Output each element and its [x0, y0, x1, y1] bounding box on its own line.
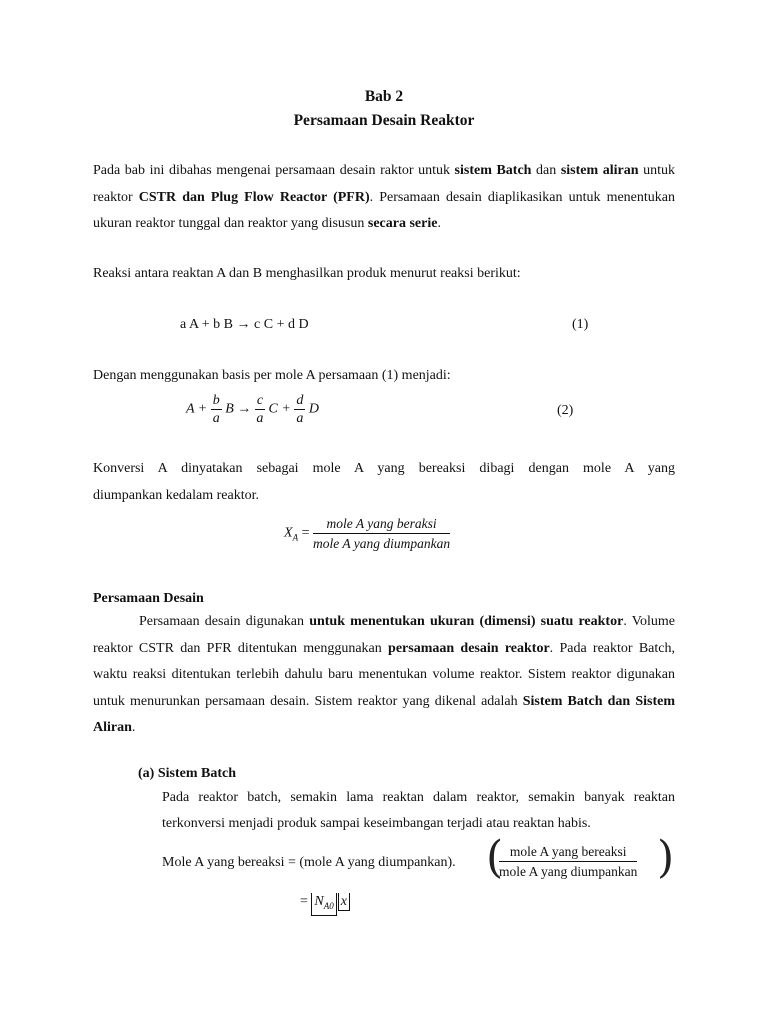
conversion-text-line1: Konversi A dinyatakan sebagai mole A yang bereaksi dibagi dengan mole A yang [93, 461, 675, 476]
design-paragraph: Persamaan desain digunakan untuk menentukan ukuran (dimensi) suatu reaktor. Volume reaktor CSTR dan PFR ditentukan menggunakan persamaan desain reaktor. Pada reaktor Batch, waktu reaksi ditentukan terlebih dahulu baru menentukan volume reaktor. Sistem reaktor digunakan untuk menurunkan persamaan desain. Sistem reaktor yang dikenal adalah Sistem Batch dan Sistem Aliran. [93, 614, 676, 735]
equation-1-number: (1) [572, 317, 589, 332]
equation-2-number: (2) [557, 403, 574, 418]
batch-text-line2: terkonversi menjadi produk sampai keseimbangan terjadi atau reaktan habis. [162, 816, 591, 831]
right-paren-icon: ) [657, 832, 675, 883]
equation-3: $X_A$ = $\frac{\text{mole A yang beraksi}}{\text{mole A yang diumpankan}}$ [284, 516, 451, 551]
x-bracket: x [338, 893, 350, 911]
left-paren-icon: ( [486, 832, 504, 883]
basis-text: Dengan menggunakan basis per mole A persamaan (1) menjadi: [93, 368, 451, 383]
conversion-text-line2: diumpankan kedalam reaktor. [93, 488, 259, 503]
batch-text-line1: Pada reaktor batch, semakin lama reaktan dalam reaktor, semakin banyak reaktan [162, 790, 675, 805]
intro-paragraph: Pada bab ini dibahas mengenai persamaan desain raktor untuk sistem Batch dan sistem aliran untuk reaktor CSTR dan Plug Flow Reactor (PFR). Persamaan desain diaplikasikan untuk menentukan ukuran reaktor tunggal dan reaktor yang disusun secara serie. [93, 163, 675, 231]
chapter-number: Bab 2 [364, 88, 404, 105]
fraction-d-over-a: $\frac{d}{a}$ [296, 393, 304, 426]
n-a0-bracket: $N_{A0}$ [311, 893, 336, 916]
batch-equation-lhs: Mole A yang bereaksi = (mole A yang diumpankan). [162, 855, 456, 870]
conversion-fraction: $\frac{\text{mole A yang beraksi}}{\text{mole A yang diumpankan}}$ [312, 516, 451, 551]
batch-section-heading: (a) Sistem Batch [138, 766, 236, 781]
reaction-intro-text: Reaksi antara reaktan A dan B menghasilkan produk menurut reaksi berikut: [93, 266, 521, 281]
chapter-title: Persamaan Desain Reaktor [293, 112, 475, 129]
equation-2: A + $\frac{b}{a}$ B → $\frac{c}{a}$ C + $\frac{d}{a}$ D [186, 393, 319, 426]
fraction-b-over-a: $\frac{b}{a}$ [212, 393, 220, 426]
equation-1: a A + b B → c C + d D [180, 317, 309, 332]
fraction-c-over-a: $\frac{c}{a}$ [256, 393, 264, 426]
design-section-heading: Persamaan Desain [93, 591, 204, 606]
batch-fraction: $\frac{\text{mole A yang bereaksi}}{\text{mole A yang diumpankan}}$ [499, 844, 638, 879]
batch-equation-result: = $N_{A0}$ x [300, 893, 350, 916]
